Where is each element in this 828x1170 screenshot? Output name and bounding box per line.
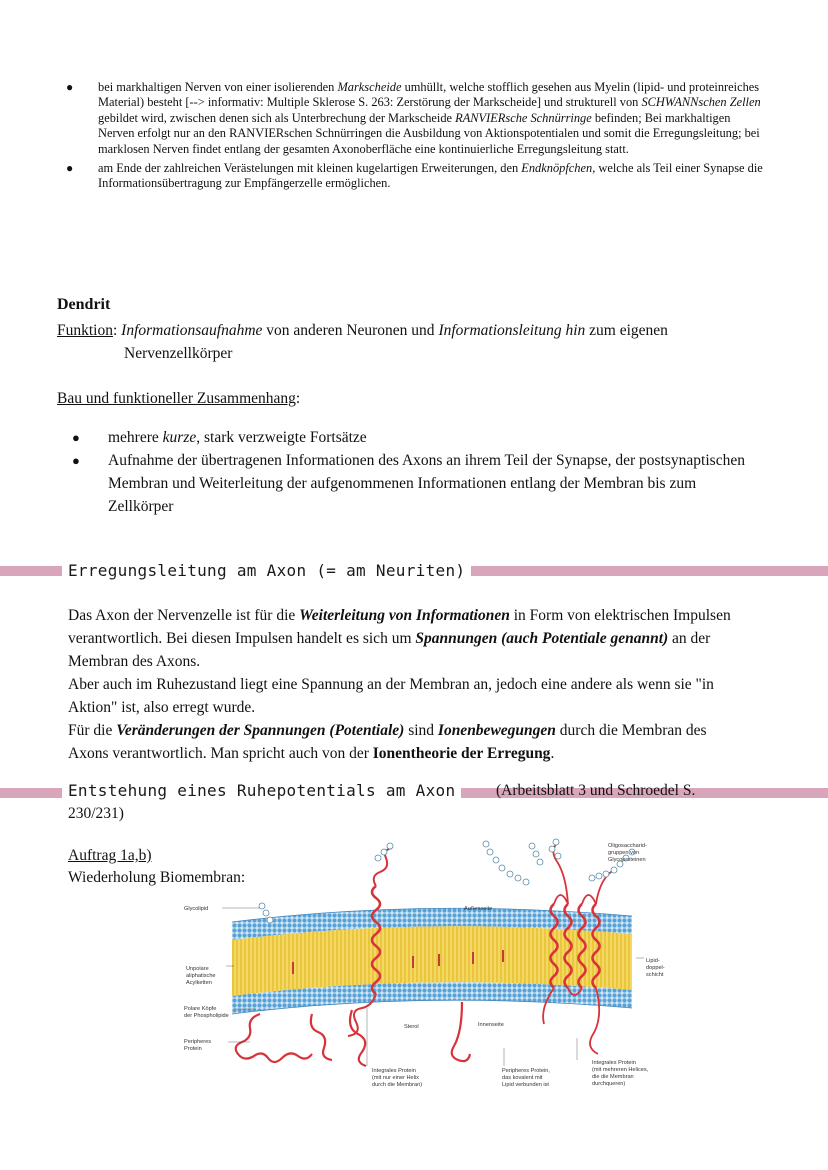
text-run: Ionenbewegungen — [437, 722, 556, 739]
text-run: Weiterleitung von Informationen — [299, 607, 510, 624]
label-peripheres-1: Peripheres — [184, 1039, 212, 1045]
reference-continuation: 230/231) — [68, 805, 124, 822]
label-peripheres2-1: Peripheres Protein, — [502, 1068, 550, 1074]
text-run: am Ende der zahlreichen Verästelungen mit kleinen kugelartigen Erweiterungen, den — [98, 161, 522, 176]
reference-text: (Arbeitsblatt 3 und Schroedel S. — [496, 782, 696, 799]
label-integrales2-1: Integrales Protein — [592, 1060, 636, 1066]
label-oligo-2: gruppen von — [608, 850, 640, 856]
dendrit-heading: Dendrit — [57, 296, 111, 313]
section-bar-left — [0, 566, 64, 576]
label-sterol: Sterol — [404, 1024, 419, 1030]
bullet-markscheide — [64, 80, 764, 157]
bau-colon: : — [295, 390, 301, 407]
label-oligo-1: Oligosaccharid- — [608, 843, 647, 849]
label-oligo-3: Glycoproteinen — [608, 857, 646, 863]
label-integrales1-1: Integrales Protein — [372, 1068, 416, 1074]
text-run: Ionentheorie der Erregung — [372, 745, 551, 762]
section-bar-right — [426, 566, 828, 576]
section-bar-left — [0, 788, 64, 798]
bullet-fortsaetze — [72, 426, 752, 449]
label-lipid-2: doppel- — [646, 965, 665, 971]
text-run: zum eigenen — [585, 322, 668, 339]
bullet-dot: ● — [66, 80, 74, 94]
text-run: Das Axon der Nervenzelle ist für die — [68, 607, 300, 624]
text-run: bei markhaltigen Nerven von einer isolierenden — [98, 80, 338, 94]
text-run: befinden; Bei markhaltigen Nerven erfolgt nur an den RANVIERschen Schnürringen die Ausbildung von Aktionspotentialen und somit die Erregungsleitung; bei marklosen Nerven findet entlang der gesamten Axonoberfläche eine kontinuierliche Erregungsleitung statt. — [98, 110, 760, 156]
text-run: mehrere — [108, 429, 163, 446]
label-integrales2-3: die die Membran — [592, 1074, 634, 1080]
label-peripheres2-2: das kovalent mit — [502, 1075, 543, 1081]
bullet-text — [98, 161, 763, 190]
text-run: gebildet wird, zwischen denen sich als Unterbrechung der Markscheide — [98, 110, 456, 125]
text-run: an der Membran des Axons. — [68, 630, 711, 670]
text-run: durch die Membran des Axons verantwortlich. Man spricht auch von der — [68, 722, 707, 762]
label-unpolare-2: aliphatische — [186, 973, 216, 979]
text-run: kurze — [162, 429, 197, 446]
label-innenseite: Innenseite — [478, 1022, 504, 1028]
text-run: Markscheide — [337, 80, 402, 94]
label-unpolare-3: Acylketten — [186, 980, 212, 986]
axon-bullet-list — [64, 80, 764, 196]
label-glycolipid: Glycolipid — [184, 906, 209, 912]
funktion-continuation: Nervenzellkörper — [124, 345, 233, 362]
label-lipid-3: schicht — [646, 972, 664, 978]
section-heading-ruhepotential: Entstehung eines Ruhepotentials am Axon — [62, 781, 461, 800]
label-lipid-1: Lipid- — [646, 958, 660, 964]
erregungsleitung-paragraph — [68, 604, 748, 765]
text-run: : — [112, 322, 122, 339]
label-polare-2: der Phospholipide — [184, 1013, 229, 1019]
bullet-text — [98, 80, 761, 156]
label-aussenseite: Außenseite — [464, 906, 493, 912]
bullet-endknoepfchen — [64, 161, 764, 192]
text-run: Veränderungen der Spannungen (Potentiale) — [116, 722, 405, 739]
bullet-dot: ● — [72, 430, 80, 445]
text-run: . — [550, 745, 555, 762]
label-polare-1: Polare Köpfe — [184, 1006, 217, 1012]
bullet-dot: ● — [72, 453, 80, 468]
bullet-text — [108, 429, 367, 446]
funktion-text — [113, 322, 668, 339]
dendrit-funktion — [57, 319, 777, 365]
text-run: in Form von elektrischen Impulsen verantwortlich. Bei diesen Impulsen handelt es sich um — [68, 607, 731, 647]
bau-label: Bau und funktioneller Zusammenhang — [57, 390, 296, 407]
bullet-text — [108, 452, 745, 515]
text-run: Für die — [68, 722, 117, 739]
dendrit-bullet-list — [72, 426, 752, 518]
bullet-dot: ● — [66, 161, 74, 176]
funktion-label: Funktion — [57, 322, 113, 339]
bau-heading — [57, 390, 300, 408]
label-integrales2-2: (mit mehreren Helices, — [592, 1067, 649, 1073]
label-unpolare-1: Unpolare — [186, 966, 209, 972]
label-integrales2-4: durchqueren) — [592, 1081, 626, 1087]
text-run: SCHWANNschen Zellen — [641, 95, 761, 110]
auftrag-label: Auftrag 1a,b) — [68, 847, 152, 864]
label-integrales1-2: (mit nur einer Helix — [372, 1075, 419, 1081]
text-run: sind — [404, 722, 438, 739]
biomembrane-figure — [172, 838, 672, 1100]
text-run: Endknöpfchen — [521, 161, 593, 176]
bullet-aufnahme — [72, 449, 752, 518]
text-run: von anderen Neuronen und — [262, 322, 439, 339]
text-run: Spannungen (auch Potentiale genannt) — [415, 630, 669, 647]
text-run: umhüllt, welche stofflich gesehen aus Myelin (lipid- und proteinreiches Material) besteht [--> informativ: Multiple Sklerose S. 263: Zerstörung der Markscheide] und strukturell von — [98, 80, 760, 110]
label-peripheres2-3: Lipid verbunden ist — [502, 1082, 549, 1088]
text-run: Informationsaufnahme — [121, 322, 263, 339]
text-run: Informationsleitung hin — [438, 322, 586, 339]
text-run: , welche als Teil einer Synapse die Informationsübertragung zur Empfängerzelle ermöglichen. — [98, 161, 763, 191]
text-run: Aufnahme der übertragenen Informationen des Axons an ihrem Teil der Synapse, der postsynaptischen Membran und Weiterleitung der aufgenommenen Informationen entlang der Membran bis zum Zellkörper — [108, 452, 745, 515]
text-run: RANVIERsche Schnürringe — [455, 110, 592, 125]
text-run: Aber auch im Ruhezustand liegt eine Spannung an der Membran an, jedoch eine andere als wenn sie "in Aktion" ist, also erregt wurde. — [68, 676, 714, 716]
text-run: , stark verzweigte Fortsätze — [196, 429, 367, 446]
section-heading-erregungsleitung: Erregungsleitung am Axon (= am Neuriten) — [62, 561, 471, 580]
label-integrales1-3: durch die Membran) — [372, 1082, 423, 1088]
wiederholung-label: Wiederholung Biomembran: — [68, 869, 246, 886]
label-peripheres-2: Protein — [184, 1046, 202, 1052]
